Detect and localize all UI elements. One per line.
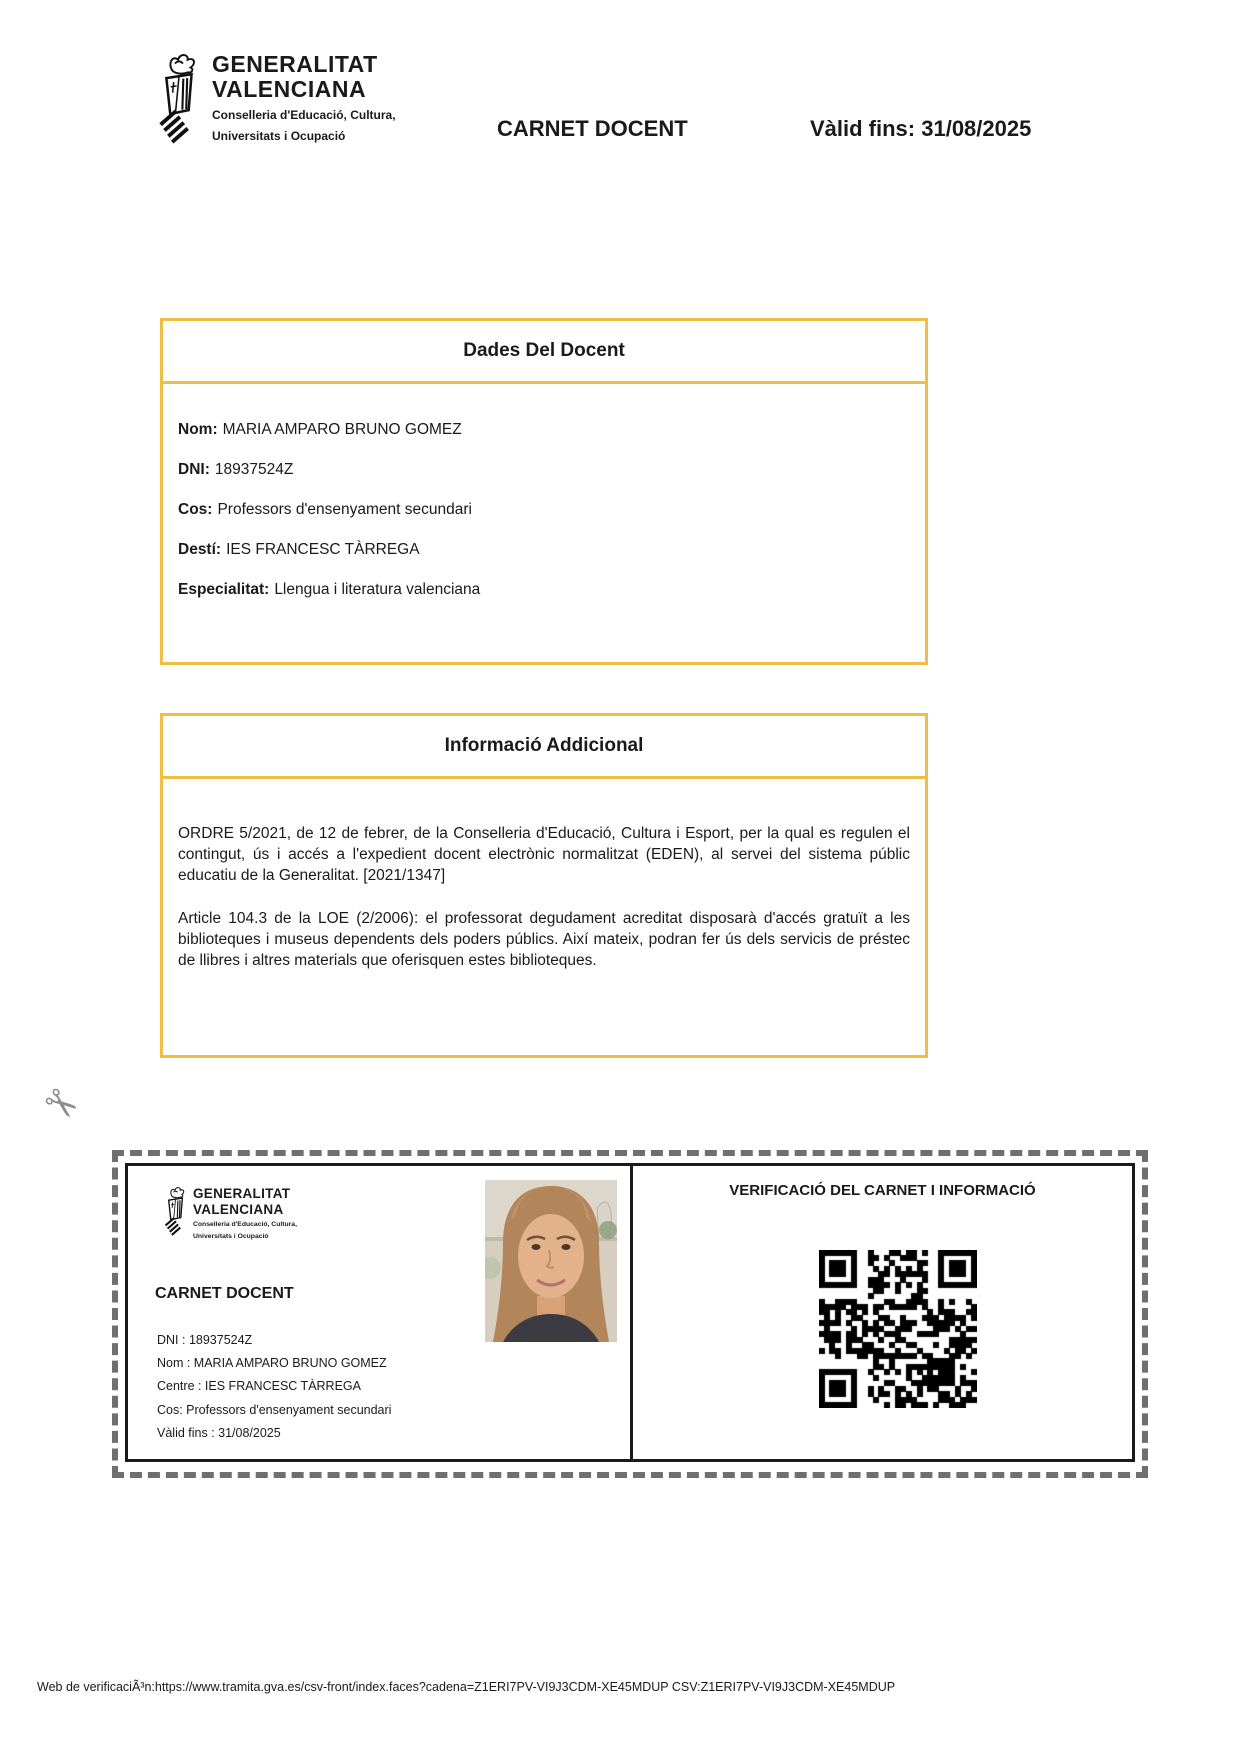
card-detail-cos: Cos: Professors d'ensenyament secundari [157,1402,392,1417]
field-value: IES FRANCESC TÀRREGA [226,541,420,558]
field-value: MARIA AMPARO BRUNO GOMEZ [222,421,462,438]
card-detail-dni: DNI : 18937524Z [157,1333,253,1347]
info-paragraphs [163,779,925,971]
dades-box-title: Dades Del Docent [163,321,925,384]
field-label: Especialitat: [178,581,270,598]
verification-title: VERIFICACIÓ DEL CARNET I INFORMACIÓ [729,1182,1036,1199]
card-title: CARNET DOCENT [155,1285,294,1302]
dades-del-docent-box [160,318,928,665]
verification-url-text: Web de verificaciÃ³n:https://www.tramita.gva.es/csv-front/index.faces?cadena=Z1ERI7PV-VI9J3CDM-XE45MDUP CSV:Z1ERI7PV-VI9J3CDM-XE45MDUP [37,1680,896,1694]
brand-dept-line2: Universitats i Ocupació [193,1232,269,1240]
card-details [157,1329,391,1445]
brand-dept-line1: Conselleria d'Educació, Cultura, [212,108,396,122]
brand-name-line1: GENERALITAT [212,51,378,77]
brand-name-line1: GENERALITAT [193,1186,291,1201]
field-dni [178,450,910,490]
brand-dept-line2: Universitats i Ocupació [212,129,346,143]
field-cos [178,490,910,530]
card-left-section [128,1166,633,1459]
card-gva-logo [164,1186,297,1241]
field-desti [178,530,910,570]
gva-emblem-icon [158,52,198,144]
card-gva-logo-text [193,1186,297,1241]
field-value: 18937524Z [214,461,294,478]
brand-dept-line1: Conselleria d'Educació, Cultura, [193,1221,297,1228]
document-title: CARNET DOCENT [497,116,688,141]
field-label: Cos: [178,501,213,518]
card-detail-valid: Vàlid fins : 31/08/2025 [157,1425,281,1440]
field-value: Llengua i literatura valenciana [274,581,481,598]
gva-emblem-icon [164,1186,186,1236]
field-value: Professors d'ensenyament secundari [217,501,472,518]
field-nom [178,410,910,450]
teacher-photo [485,1180,617,1342]
field-label: Destí: [178,541,222,558]
gva-logo [158,52,396,144]
card-detail-nom: Nom : MARIA AMPARO BRUNO GOMEZ [157,1356,387,1371]
brand-name-line2: VALENCIANA [212,76,367,102]
field-label: DNI: [178,461,210,478]
info-paragraph-ordre: ORDRE 5/2021, de 12 de febrer, de la Conselleria d'Educació, Cultura i Esport, per la qual es regulen el contingut, ús i accés a l'expedient docent electrònic normalitzat (EDEN), al servei del sistema públic educatiu de la Generalitat. [2021/1347] [178,825,910,884]
valid-until-text: Vàlid fins: 31/08/2025 [810,116,1032,141]
card-right-section [633,1166,1132,1459]
info-box-title: Informació Addicional [163,716,925,779]
info-paragraph-article: Article 104.3 de la LOE (2/2006): el professorat degudament acreditat disposarà d'accés gratuït a les biblioteques i museus dependents dels poders públics. Així mateix, podran fer ús dels servicis de préstec de llibres i altres materials que oferisquen estes biblioteques. [178,910,910,969]
card-detail-centre: Centre : IES FRANCESC TÀRREGA [157,1379,361,1394]
carnet-card [125,1163,1135,1462]
field-especialitat [178,570,910,610]
dades-fields [163,384,925,610]
field-label: Nom: [178,421,218,438]
qr-code [819,1250,977,1408]
informacio-addicional-box [160,713,928,1058]
scissors-icon: ✂ [34,1077,88,1133]
gva-logo-text [212,52,396,144]
brand-name-line2: VALENCIANA [193,1202,284,1217]
